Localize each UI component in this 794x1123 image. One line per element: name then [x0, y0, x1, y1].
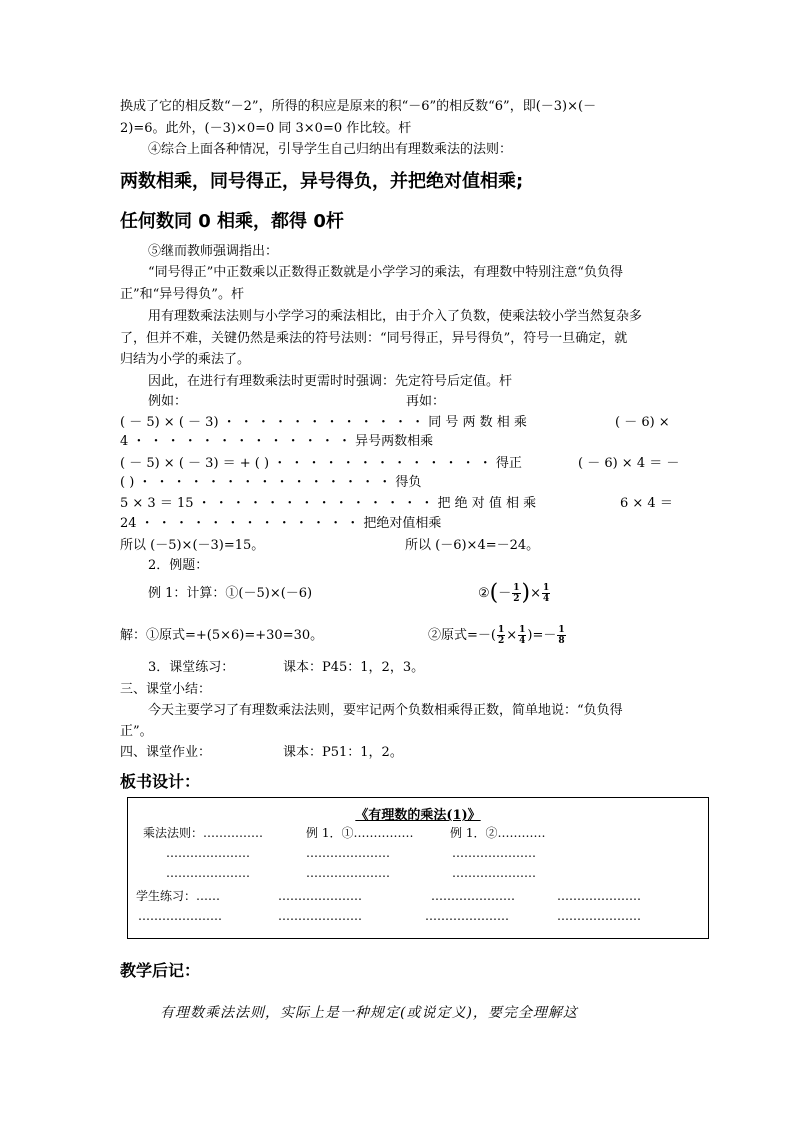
exercise-label: 3．课堂练习：	[148, 660, 235, 675]
fraction: $\frac{1}{2}$	[513, 583, 520, 604]
example-row: ( － 5) × ( － 3) ＝ + ( ) ・ ・ ・ ・ ・ ・ ・ ・ ・ ・ ・ ・ ・ 得正	[120, 456, 522, 471]
example-left-label: 例如：	[148, 394, 188, 409]
marker-char: 杆	[325, 211, 344, 232]
board-heading: 板书设计：	[120, 772, 201, 791]
paren-left: (	[489, 580, 499, 606]
board-dots: …………………	[166, 866, 250, 880]
homework-label: 四、课堂作业：	[120, 745, 212, 760]
section-title: 2．例题：	[148, 558, 209, 573]
board-dots: …………………	[278, 909, 362, 923]
fraction: $\frac{1}{4}$	[519, 625, 526, 646]
marker-char: 杆	[398, 121, 412, 136]
marker-char: 杆	[499, 374, 513, 389]
board-dots: …………………	[557, 889, 641, 903]
board-dots: …………………	[138, 909, 222, 923]
board-box	[127, 797, 709, 939]
text-line: 换成了它的相反数“－2”，所得的积应是原来的积“－6”的相反数“6”，即(－3)×(－	[120, 99, 597, 114]
text-line: ④综合上面各种情况，引导学生自己归纳出有理数乘法的法则：	[148, 142, 513, 157]
homework-value: 课本：P51：1，2。	[283, 745, 403, 760]
fraction: $\frac{1}{8}$	[558, 625, 565, 646]
example-row: ( ) ・ ・ ・ ・ ・ ・ ・ ・ ・ ・ ・ ・ ・ ・ ・ 得负	[120, 475, 422, 490]
exercise-value: 课本：P45：1，2，3。	[283, 660, 425, 675]
board-dots: …………………	[452, 866, 536, 880]
board-title: 《有理数的乘法(1)》	[355, 808, 481, 823]
example-row: 5 × 3 ＝ 15 ・ ・ ・ ・ ・ ・ ・ ・ ・ ・ ・ ・ ・ ・ 把 绝 对 值 相 乘	[120, 496, 537, 511]
example-row: ( － 5) × ( － 3) ・ ・ ・ ・ ・ ・ ・ ・ ・ ・ ・ ・ 同 号 两 数 相 乘	[120, 415, 527, 430]
example-row: 6 × 4 ＝	[620, 496, 673, 511]
example-row: ( － 6) × 4 ＝ －	[578, 456, 680, 471]
board-cell: 例 1．②…………	[450, 826, 546, 840]
board-dots: …………………	[306, 846, 390, 860]
example-right-label: 再如：	[406, 394, 446, 409]
marker-char: 杆	[230, 287, 244, 302]
section-title: 三、课堂小结：	[120, 682, 212, 697]
board-dots: …………………	[278, 889, 362, 903]
solution-1: 解：①原式=+(5×6)=+30=30。	[120, 628, 324, 643]
text-line: 正”和“异号得负”。杆	[120, 287, 244, 302]
example-1-label: 例 1：计算：①(－5)×(－6)	[148, 586, 313, 601]
text-line: 2)=6。此外，(－3)×0=0 同 3×0=0 作比较。杆	[120, 121, 412, 136]
text-line: 因此，在进行有理数乘法时更需时时强调：先定符号后定值。杆	[148, 374, 513, 389]
summary-text: 今天主要学习了有理数乘法法则，要牢记两个负数相乘得正数，简单地说：“负负得	[148, 703, 623, 718]
example-1-part2: ②(－ $\frac{1}{2}$ )× $\frac{1}{4}$	[478, 580, 550, 606]
example-conclusion: 所以 (－6)×4=－24。	[405, 538, 540, 553]
board-dots: …………………	[431, 889, 515, 903]
board-dots: …………………	[166, 846, 250, 860]
text-line: “同号得正”中正数乘以正数得正数就是小学学习的乘法，有理数中特别注意“负负得	[148, 265, 623, 280]
example-row: 24 ・ ・ ・ ・ ・ ・ ・ ・ ・ ・ ・ ・ ・ 把绝对值相乘	[120, 516, 442, 531]
example-conclusion: 所以 (－5)×(－3)=15。	[120, 538, 265, 553]
solution-2: ②原式=－( $\frac{1}{2}$ × $\frac{1}{4}$ )=－ $\frac{1}{8}$	[428, 625, 565, 646]
afterword-heading: 教学后记：	[120, 961, 201, 980]
text-line: 用有理数乘法法则与小学学习的乘法相比，由于介入了负数，使乘法较小学当然复杂多	[148, 309, 643, 324]
board-dots: …………………	[452, 846, 536, 860]
example-row: 4 ・ ・ ・ ・ ・ ・ ・ ・ ・ ・ ・ ・ ・ 异号两数相乘	[120, 434, 434, 449]
text-line: 归结为小学的乘法了。	[120, 352, 251, 367]
fraction: $\frac{1}{4}$	[543, 583, 550, 604]
text-line: ⑤继而教师强调指出：	[148, 244, 279, 259]
handwritten-note: 有理数乘法法则，实际上是一种规定(或说定义)，要完全理解这	[160, 1005, 578, 1021]
paren-right: )	[521, 580, 531, 606]
board-cell: 学生练习：……	[136, 889, 221, 903]
text-line: 了，但并不难，关键仍然是乘法的符号法则：“同号得正，异号得负”，符号一旦确定，就	[120, 331, 628, 346]
board-dots: …………………	[557, 909, 641, 923]
board-cell: 例 1．①……………	[306, 826, 414, 840]
board-cell: 乘法法则：……………	[143, 826, 264, 840]
rule-heading-2: 任何数同 0 相乘，都得 0杆	[120, 211, 344, 232]
board-dots: …………………	[306, 866, 390, 880]
summary-text: 正”。	[120, 724, 153, 739]
rule-heading-1: 两数相乘，同号得正，异号得负，并把绝对值相乘;	[120, 171, 524, 192]
board-dots: …………………	[425, 909, 509, 923]
fraction: $\frac{1}{2}$	[497, 625, 505, 646]
example-row: ( － 6) ×	[615, 415, 670, 430]
